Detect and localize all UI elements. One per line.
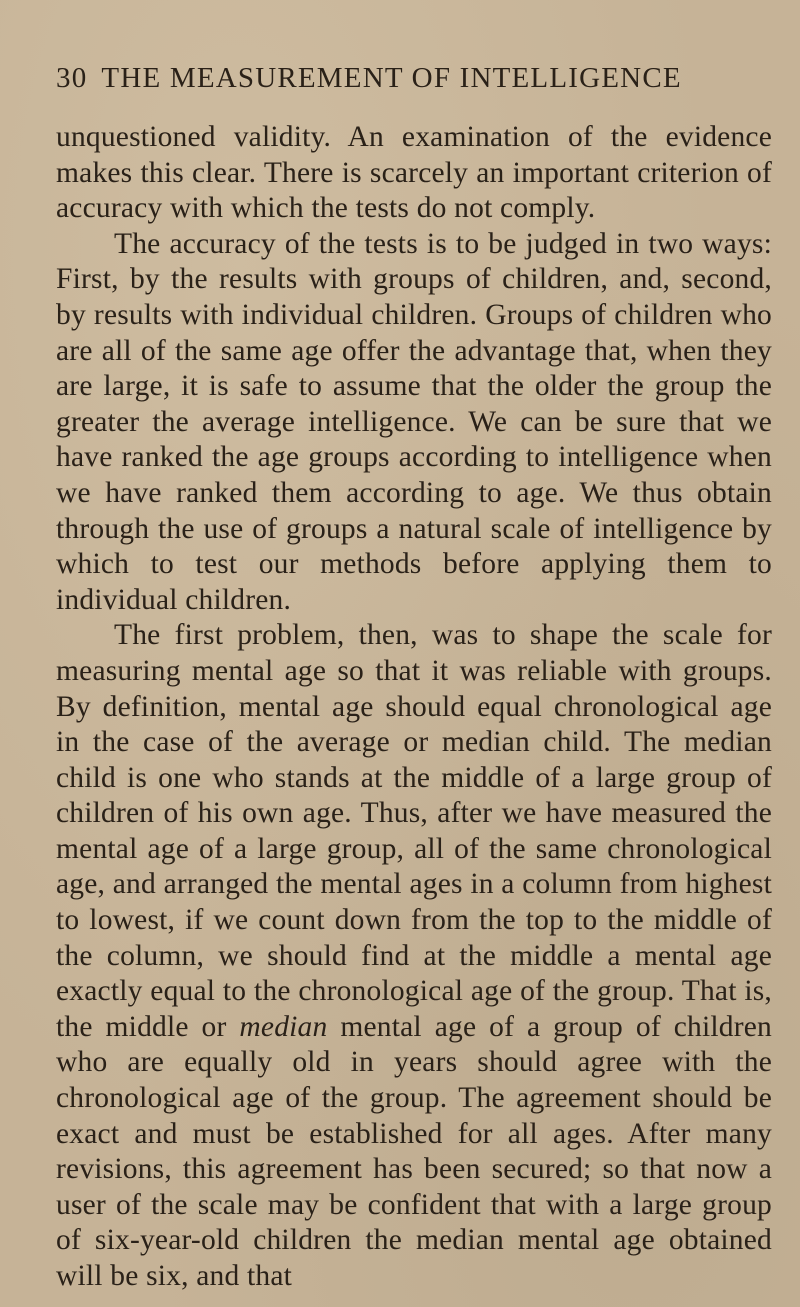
paragraph-3-text-after: mental age of a group of children who are equally old in years should agree with the chronological age of the group. The agreement should be exact and must be established for all ages. After many revisions, this agreement has been secured; so that now a user of the scale may be confident that with a large group of six-year-old children the median mental age obtained will be six, and that [56, 1010, 772, 1292]
paragraph-3 [56, 618, 772, 1294]
running-head [56, 60, 772, 106]
body-text [56, 120, 772, 1295]
paragraph-3-text-before: The first problem, then, was to shape the scale for measuring mental age so that it was reliable with groups. By definition, mental age should equal chronological age in the case of the average or median child. The median child is one who stands at the middle of a large group of children of his own age. Thus, after we have measured the mental age of a large group, all of the same chronological age, and arranged the mental ages in a column from highest to lowest, if we count down from the top to the middle of the column, we should find at the middle a mental age exactly equal to the chronological age of the group. That is, the middle or [56, 619, 772, 1043]
page-number: 30 [56, 62, 88, 94]
paragraph-2: The accuracy of the tests is to be judged in two ways: First, by the results with groups of children, and, second, by results with individual children. Groups of children who are all of the same age offer the advantage that, when they are large, it is safe to assume that the older the group the greater the average intelligence. We can be sure that we have ranked the age groups according to intelligence when we have ranked them according to age. We thus obtain through the use of groups a natural scale of intelligence by which to test our methods before applying them to individual children. [56, 227, 772, 616]
paragraph-1: unquestioned validity. An examination of the evidence makes this clear. There is scarcely an important criterion of accuracy with which the tests do not comply. [56, 121, 772, 225]
running-title: THE MEASUREMENT OF INTELLIGENCE [101, 62, 682, 94]
emphasized-word: median [239, 1010, 328, 1043]
book-page [56, 60, 772, 1295]
